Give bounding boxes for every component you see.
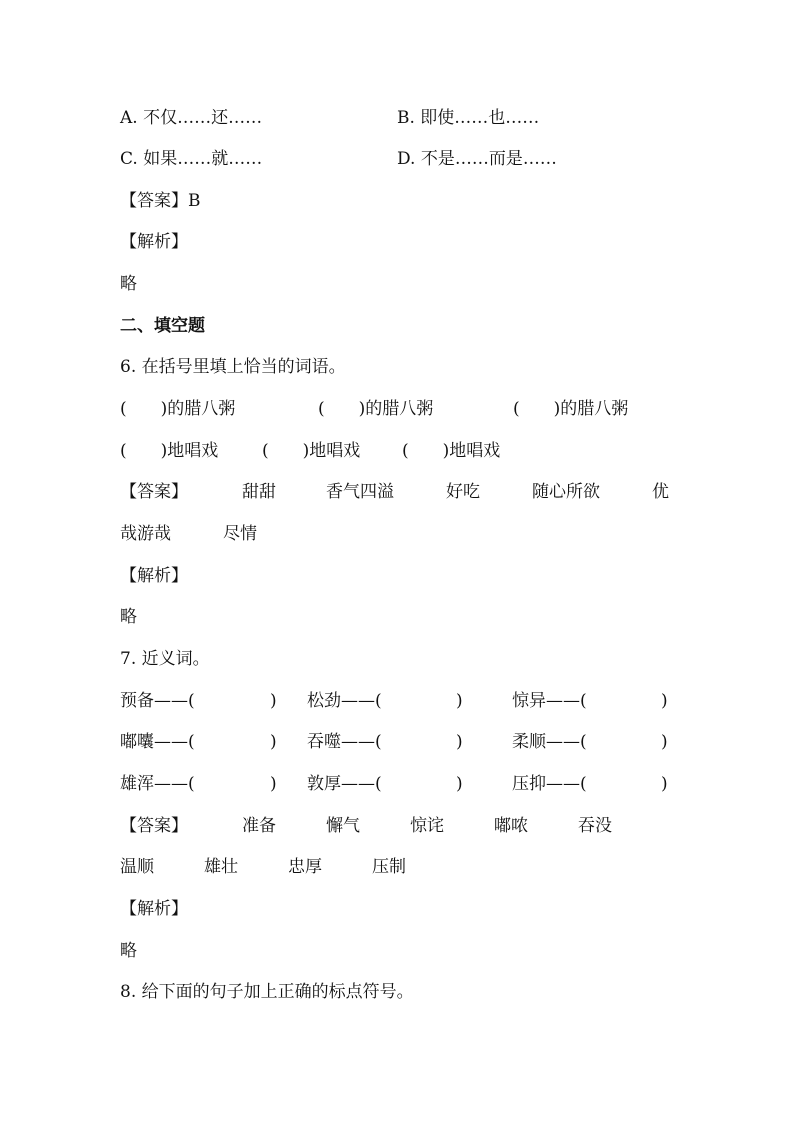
q7-close-paren: ) (661, 691, 668, 711)
q6-answer-word: 尽情 (223, 524, 257, 544)
q7-close-paren: ) (456, 691, 463, 711)
option-d: D. 不是……而是…… (397, 149, 557, 169)
q6-blank: ( )地唱戏 (262, 441, 361, 461)
q7-answer-word: 准备 (242, 816, 276, 836)
q7-item: 嘟囔——( (120, 732, 195, 752)
option-b: B. 即使……也…… (397, 108, 540, 128)
q7-item: 松劲——( (307, 691, 382, 711)
q6-answer-label: 【答案】 (120, 482, 188, 502)
q6-answer-word: 好吃 (446, 482, 480, 502)
q7-answer-word: 惊诧 (410, 816, 444, 836)
q7-item: 预备——( (120, 691, 195, 711)
q6-answer-word: 香气四溢 (326, 482, 394, 502)
q7-item: 吞噬——( (307, 732, 382, 752)
q7-item: 惊异——( (512, 691, 587, 711)
q8-stem: 8. 给下面的句子加上正确的标点符号。 (120, 982, 414, 1002)
q7-close-paren: ) (456, 732, 463, 752)
q7-answer-word: 忠厚 (288, 857, 322, 877)
q6-blank: ( )的腊八粥 (120, 399, 236, 419)
q6-analysis: 略 (120, 607, 137, 627)
q7-close-paren: ) (661, 774, 668, 794)
q5-answer: 【答案】B (120, 191, 201, 211)
q7-answer-word: 嘟哝 (494, 816, 528, 836)
q6-stem: 6. 在括号里填上恰当的词语。 (120, 357, 346, 377)
q6-analysis-label: 【解析】 (120, 566, 188, 586)
q5-analysis-label: 【解析】 (120, 232, 188, 252)
q7-item: 柔顺——( (512, 732, 587, 752)
q7-item: 敦厚——( (307, 774, 382, 794)
q7-item: 压抑——( (512, 774, 587, 794)
q6-answer-word: 优 (652, 482, 669, 502)
q7-item: 雄浑——( (120, 774, 195, 794)
q7-close-paren: ) (661, 732, 668, 752)
q7-answer-word: 吞没 (578, 816, 612, 836)
q7-close-paren: ) (270, 774, 277, 794)
q5-analysis: 略 (120, 274, 137, 294)
q7-answer-word: 压制 (372, 857, 406, 877)
q7-answer-word: 温顺 (120, 857, 154, 877)
q6-answer-word: 哉游哉 (120, 524, 171, 544)
q7-analysis-label: 【解析】 (120, 899, 188, 919)
option-c: C. 如果……就…… (120, 149, 263, 169)
q6-blank: ( )地唱戏 (402, 441, 501, 461)
q7-stem: 7. 近义词。 (120, 649, 210, 669)
q7-answer-word: 雄壮 (204, 857, 238, 877)
section-title: 二、填空题 (120, 316, 205, 336)
q7-answer-label: 【答案】 (120, 816, 188, 836)
q7-close-paren: ) (456, 774, 463, 794)
q7-analysis: 略 (120, 941, 137, 961)
q7-answer-word: 懈气 (326, 816, 360, 836)
q6-answer-word: 随心所欲 (532, 482, 600, 502)
q6-blank: ( )的腊八粥 (513, 399, 629, 419)
q6-blank: ( )地唱戏 (120, 441, 219, 461)
q7-close-paren: ) (270, 691, 277, 711)
q7-close-paren: ) (270, 732, 277, 752)
q6-answer-word: 甜甜 (242, 482, 276, 502)
q6-blank: ( )的腊八粥 (318, 399, 434, 419)
option-a: A. 不仅……还…… (120, 108, 263, 128)
